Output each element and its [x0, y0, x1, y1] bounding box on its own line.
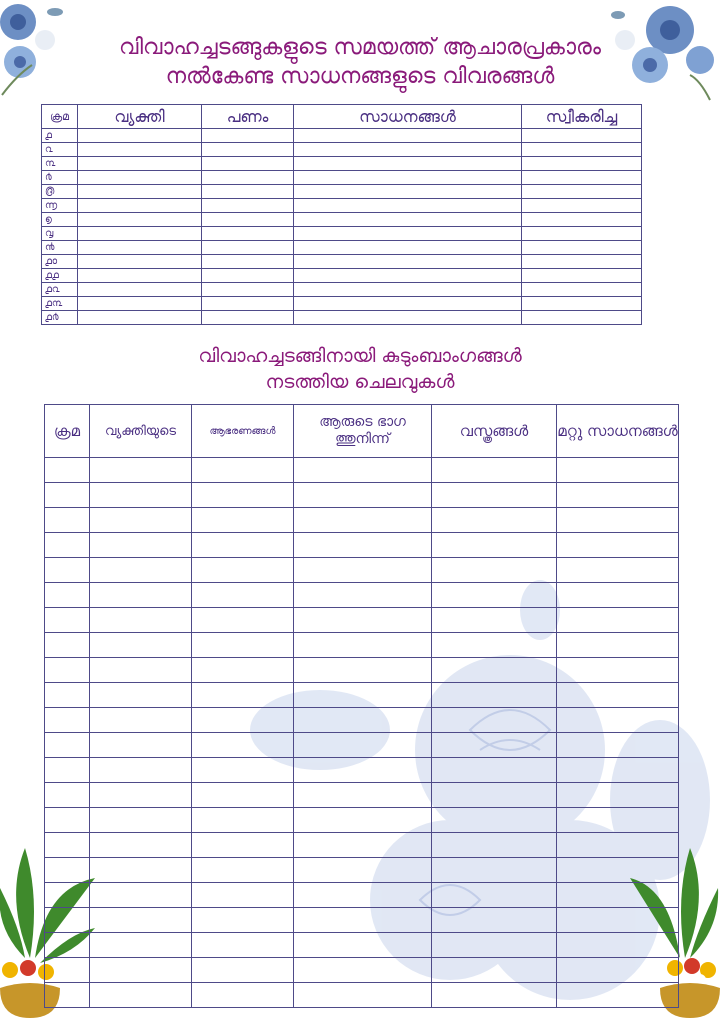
table-cell[interactable] — [522, 283, 642, 297]
table-cell[interactable] — [294, 758, 432, 783]
table-cell[interactable] — [432, 483, 557, 508]
table-cell[interactable] — [78, 143, 202, 157]
table-cell[interactable] — [294, 683, 432, 708]
table-cell[interactable] — [294, 185, 522, 199]
table-cell[interactable] — [192, 558, 294, 583]
table-cell[interactable] — [294, 458, 432, 483]
table-cell[interactable] — [294, 483, 432, 508]
row-number: ൩ — [42, 157, 78, 171]
table-cell[interactable] — [90, 958, 192, 983]
header-other-items: മറ്റു സാധനങ്ങൾ — [557, 405, 679, 458]
table-row — [45, 608, 679, 633]
table-cell[interactable] — [557, 633, 679, 658]
table-cell[interactable] — [202, 283, 294, 297]
table-row — [45, 883, 679, 908]
table-cell[interactable] — [90, 858, 192, 883]
table-cell[interactable] — [557, 658, 679, 683]
table-cell[interactable] — [522, 157, 642, 171]
table-cell[interactable] — [294, 143, 522, 157]
table-row — [45, 933, 679, 958]
table-cell[interactable] — [522, 199, 642, 213]
table-cell[interactable] — [557, 708, 679, 733]
header-serial: ക്രമ — [45, 405, 90, 458]
table-cell[interactable] — [432, 508, 557, 533]
table-cell[interactable] — [90, 833, 192, 858]
row-number: ൪ — [42, 171, 78, 185]
table-cell[interactable] — [432, 683, 557, 708]
table-cell[interactable] — [432, 458, 557, 483]
table-cell[interactable] — [522, 129, 642, 143]
table-row — [45, 508, 679, 533]
table-cell[interactable] — [432, 633, 557, 658]
table-cell[interactable] — [192, 458, 294, 483]
table-cell[interactable] — [90, 708, 192, 733]
table-row — [42, 311, 642, 325]
table-cell[interactable] — [557, 808, 679, 833]
table-cell[interactable] — [192, 483, 294, 508]
row-number: ൧൩ — [42, 297, 78, 311]
table-cell[interactable] — [202, 311, 294, 325]
table-cell[interactable] — [192, 958, 294, 983]
table-cell[interactable] — [294, 269, 522, 283]
table-cell[interactable] — [45, 533, 90, 558]
table-cell[interactable] — [78, 227, 202, 241]
header-items: സാധനങ്ങൾ — [294, 105, 522, 129]
table-cell[interactable] — [45, 758, 90, 783]
table-cell[interactable] — [90, 608, 192, 633]
table-row — [45, 758, 679, 783]
table-cell[interactable] — [432, 958, 557, 983]
table-cell[interactable] — [294, 783, 432, 808]
row-number: ൧ — [42, 129, 78, 143]
table-cell[interactable] — [294, 311, 522, 325]
table-row — [45, 658, 679, 683]
table-cell[interactable] — [90, 933, 192, 958]
row-number: ൧൪ — [42, 311, 78, 325]
table-cell[interactable] — [45, 483, 90, 508]
header-money: പണം — [202, 105, 294, 129]
table-row — [42, 269, 642, 283]
table-cell[interactable] — [294, 227, 522, 241]
table-row — [45, 808, 679, 833]
table-cell[interactable] — [522, 143, 642, 157]
table-row — [45, 783, 679, 808]
table-cell[interactable] — [45, 983, 90, 1008]
table-cell[interactable] — [557, 483, 679, 508]
table-row — [42, 297, 642, 311]
table-cell[interactable] — [192, 608, 294, 633]
table-row — [45, 483, 679, 508]
table-row — [45, 958, 679, 983]
table-cell[interactable] — [294, 533, 432, 558]
section-title-2 — [0, 343, 720, 395]
table-cell[interactable] — [557, 908, 679, 933]
table-row — [42, 157, 642, 171]
table-cell[interactable] — [294, 933, 432, 958]
table-cell[interactable] — [522, 227, 642, 241]
table-cell[interactable] — [294, 129, 522, 143]
table-cell[interactable] — [78, 199, 202, 213]
table-cell[interactable] — [432, 558, 557, 583]
table-cell[interactable] — [192, 908, 294, 933]
table-cell[interactable] — [432, 708, 557, 733]
table-cell[interactable] — [202, 171, 294, 185]
table-cell[interactable] — [90, 783, 192, 808]
table-cell[interactable] — [78, 241, 202, 255]
table-cell[interactable] — [294, 808, 432, 833]
table-cell[interactable] — [192, 733, 294, 758]
table-cell[interactable] — [522, 185, 642, 199]
table-cell[interactable] — [90, 883, 192, 908]
table-row — [42, 213, 642, 227]
table-cell[interactable] — [294, 199, 522, 213]
table-cell[interactable] — [78, 297, 202, 311]
table-cell[interactable] — [192, 508, 294, 533]
table-cell[interactable] — [557, 508, 679, 533]
header-person: വ്യക്തി — [78, 105, 202, 129]
table-cell[interactable] — [45, 608, 90, 633]
header-received: സ്വീകരിച്ച — [522, 105, 642, 129]
table-cell[interactable] — [294, 171, 522, 185]
table-cell[interactable] — [45, 858, 90, 883]
table-cell[interactable] — [78, 171, 202, 185]
table-row — [45, 533, 679, 558]
table-cell[interactable] — [202, 143, 294, 157]
table-cell[interactable] — [432, 808, 557, 833]
table-cell[interactable] — [90, 583, 192, 608]
header-jewellery: ആഭരണങ്ങൾ — [192, 405, 294, 458]
row-number: ൭ — [42, 213, 78, 227]
table-cell[interactable] — [432, 908, 557, 933]
table-cell[interactable] — [45, 458, 90, 483]
table-cell[interactable] — [90, 758, 192, 783]
table-row — [42, 255, 642, 269]
table-cell[interactable] — [45, 908, 90, 933]
header-persons: വ്യക്തിയുടെ — [90, 405, 192, 458]
table-cell[interactable] — [294, 633, 432, 658]
table-cell[interactable] — [557, 883, 679, 908]
table-cell[interactable] — [202, 227, 294, 241]
table-cell[interactable] — [294, 213, 522, 227]
table-cell[interactable] — [202, 269, 294, 283]
row-number: ൯ — [42, 241, 78, 255]
table-cell[interactable] — [432, 933, 557, 958]
table-cell[interactable] — [557, 833, 679, 858]
table-cell[interactable] — [202, 129, 294, 143]
table-cell[interactable] — [45, 933, 90, 958]
table-cell[interactable] — [90, 908, 192, 933]
section-title-1 — [0, 33, 720, 91]
table-cell[interactable] — [78, 283, 202, 297]
header-clothes: വസ്ത്രങ്ങൾ — [432, 405, 557, 458]
table-cell[interactable] — [432, 608, 557, 633]
table-cell[interactable] — [432, 833, 557, 858]
table-cell[interactable] — [78, 157, 202, 171]
row-number: ൬ — [42, 199, 78, 213]
title1-line1: വിവാഹച്ചടങ്ങുകളുടെ സമയത്ത് ആചാരപ്രകാരം — [118, 35, 602, 60]
table-cell[interactable] — [45, 833, 90, 858]
table-cell[interactable] — [294, 858, 432, 883]
table-cell[interactable] — [192, 683, 294, 708]
table-cell[interactable] — [202, 185, 294, 199]
table-cell[interactable] — [294, 733, 432, 758]
expenses-table — [44, 404, 679, 1008]
table-cell[interactable] — [192, 833, 294, 858]
table-cell[interactable] — [522, 255, 642, 269]
table-cell[interactable] — [90, 558, 192, 583]
table-row — [45, 583, 679, 608]
table-cell[interactable] — [432, 858, 557, 883]
table-cell[interactable] — [294, 508, 432, 533]
table-cell[interactable] — [294, 583, 432, 608]
row-number: ൫ — [42, 185, 78, 199]
table-cell[interactable] — [557, 683, 679, 708]
table-cell[interactable] — [294, 297, 522, 311]
table-row — [42, 171, 642, 185]
table-cell[interactable] — [202, 255, 294, 269]
table-cell[interactable] — [192, 633, 294, 658]
table-cell[interactable] — [557, 758, 679, 783]
table-cell[interactable] — [294, 708, 432, 733]
table-cell[interactable] — [557, 933, 679, 958]
table-cell[interactable] — [90, 533, 192, 558]
table-cell[interactable] — [294, 283, 522, 297]
row-number: ൧൦ — [42, 255, 78, 269]
table-row — [45, 908, 679, 933]
table-cell[interactable] — [192, 808, 294, 833]
table-cell[interactable] — [192, 983, 294, 1008]
table-cell[interactable] — [522, 311, 642, 325]
table-cell[interactable] — [202, 297, 294, 311]
table-cell[interactable] — [90, 733, 192, 758]
table-cell[interactable] — [192, 933, 294, 958]
table-cell[interactable] — [294, 255, 522, 269]
table-cell[interactable] — [90, 683, 192, 708]
table-cell[interactable] — [78, 255, 202, 269]
table-cell[interactable] — [294, 833, 432, 858]
table-cell[interactable] — [90, 633, 192, 658]
table-cell[interactable] — [45, 558, 90, 583]
table-row — [45, 458, 679, 483]
table-cell[interactable] — [45, 733, 90, 758]
table-cell[interactable] — [557, 958, 679, 983]
title2-line2: നടത്തിയ ചെലവുകൾ — [265, 371, 455, 393]
table-cell[interactable] — [45, 508, 90, 533]
table-cell[interactable] — [522, 297, 642, 311]
table-cell[interactable] — [45, 958, 90, 983]
table-cell[interactable] — [202, 199, 294, 213]
table-row — [45, 683, 679, 708]
table-row — [42, 241, 642, 255]
table-cell[interactable] — [522, 269, 642, 283]
table-cell[interactable] — [202, 213, 294, 227]
row-number: ൧൨ — [42, 283, 78, 297]
table-cell[interactable] — [557, 608, 679, 633]
table-row — [42, 283, 642, 297]
table-cell[interactable] — [432, 533, 557, 558]
table-cell[interactable] — [90, 658, 192, 683]
table-cell[interactable] — [192, 758, 294, 783]
table-cell[interactable] — [557, 558, 679, 583]
table-row — [42, 143, 642, 157]
table-cell[interactable] — [90, 458, 192, 483]
table-cell[interactable] — [294, 658, 432, 683]
table-cell[interactable] — [557, 983, 679, 1008]
table-cell[interactable] — [45, 883, 90, 908]
table-cell[interactable] — [192, 858, 294, 883]
table-cell[interactable] — [45, 683, 90, 708]
table-cell[interactable] — [294, 883, 432, 908]
table-row — [42, 185, 642, 199]
table-cell[interactable] — [192, 658, 294, 683]
table-cell[interactable] — [432, 783, 557, 808]
table-cell[interactable] — [45, 633, 90, 658]
expenses-table-header — [45, 405, 679, 458]
table-cell[interactable] — [192, 883, 294, 908]
table-cell[interactable] — [78, 311, 202, 325]
row-number: ൮ — [42, 227, 78, 241]
header-serial: ക്രമ — [42, 105, 78, 129]
table-cell[interactable] — [294, 558, 432, 583]
table-cell[interactable] — [557, 458, 679, 483]
table-row — [45, 633, 679, 658]
table-cell[interactable] — [78, 185, 202, 199]
table-cell[interactable] — [522, 213, 642, 227]
table-cell[interactable] — [294, 983, 432, 1008]
table-cell[interactable] — [294, 241, 522, 255]
table-cell[interactable] — [45, 783, 90, 808]
table-cell[interactable] — [202, 241, 294, 255]
table-cell[interactable] — [432, 733, 557, 758]
gifts-table — [41, 104, 642, 325]
table-cell[interactable] — [45, 583, 90, 608]
table-cell[interactable] — [192, 783, 294, 808]
table-cell[interactable] — [294, 958, 432, 983]
header-whose-side: ആരുടെ ഭാഗ ത്തുനിന്ന് — [294, 405, 432, 458]
table-cell[interactable] — [192, 533, 294, 558]
table-cell[interactable] — [522, 171, 642, 185]
table-cell[interactable] — [192, 708, 294, 733]
table-cell[interactable] — [90, 983, 192, 1008]
table-cell[interactable] — [522, 241, 642, 255]
table-cell[interactable] — [432, 883, 557, 908]
table-cell[interactable] — [45, 658, 90, 683]
table-cell[interactable] — [557, 783, 679, 808]
row-number: ൨ — [42, 143, 78, 157]
table-cell[interactable] — [78, 129, 202, 143]
table-cell[interactable] — [557, 583, 679, 608]
table-row — [45, 558, 679, 583]
table-cell[interactable] — [294, 908, 432, 933]
table-cell[interactable] — [45, 708, 90, 733]
title1-line2: നൽകേണ്ട സാധനങ്ങളുടെ വിവരങ്ങൾ — [165, 64, 555, 89]
gifts-table-header — [42, 105, 642, 129]
row-number: ൧൧ — [42, 269, 78, 283]
table-cell[interactable] — [557, 533, 679, 558]
table-row — [42, 227, 642, 241]
table-row — [45, 983, 679, 1008]
table-cell[interactable] — [78, 269, 202, 283]
table-row — [45, 733, 679, 758]
title2-line1: വിവാഹച്ചടങ്ങിനായി കുടുംബാംഗങ്ങൾ — [198, 345, 522, 367]
table-cell[interactable] — [78, 213, 202, 227]
table-cell[interactable] — [557, 733, 679, 758]
table-cell[interactable] — [294, 608, 432, 633]
table-cell[interactable] — [90, 508, 192, 533]
table-cell[interactable] — [557, 858, 679, 883]
table-cell[interactable] — [90, 483, 192, 508]
table-cell[interactable] — [432, 583, 557, 608]
table-cell[interactable] — [432, 983, 557, 1008]
table-cell[interactable] — [294, 157, 522, 171]
table-row — [45, 833, 679, 858]
table-cell[interactable] — [90, 808, 192, 833]
table-row — [42, 199, 642, 213]
table-cell[interactable] — [432, 758, 557, 783]
table-row — [45, 708, 679, 733]
table-row — [42, 129, 642, 143]
table-cell[interactable] — [432, 658, 557, 683]
table-cell[interactable] — [45, 808, 90, 833]
table-cell[interactable] — [192, 583, 294, 608]
table-row — [45, 858, 679, 883]
table-cell[interactable] — [202, 157, 294, 171]
